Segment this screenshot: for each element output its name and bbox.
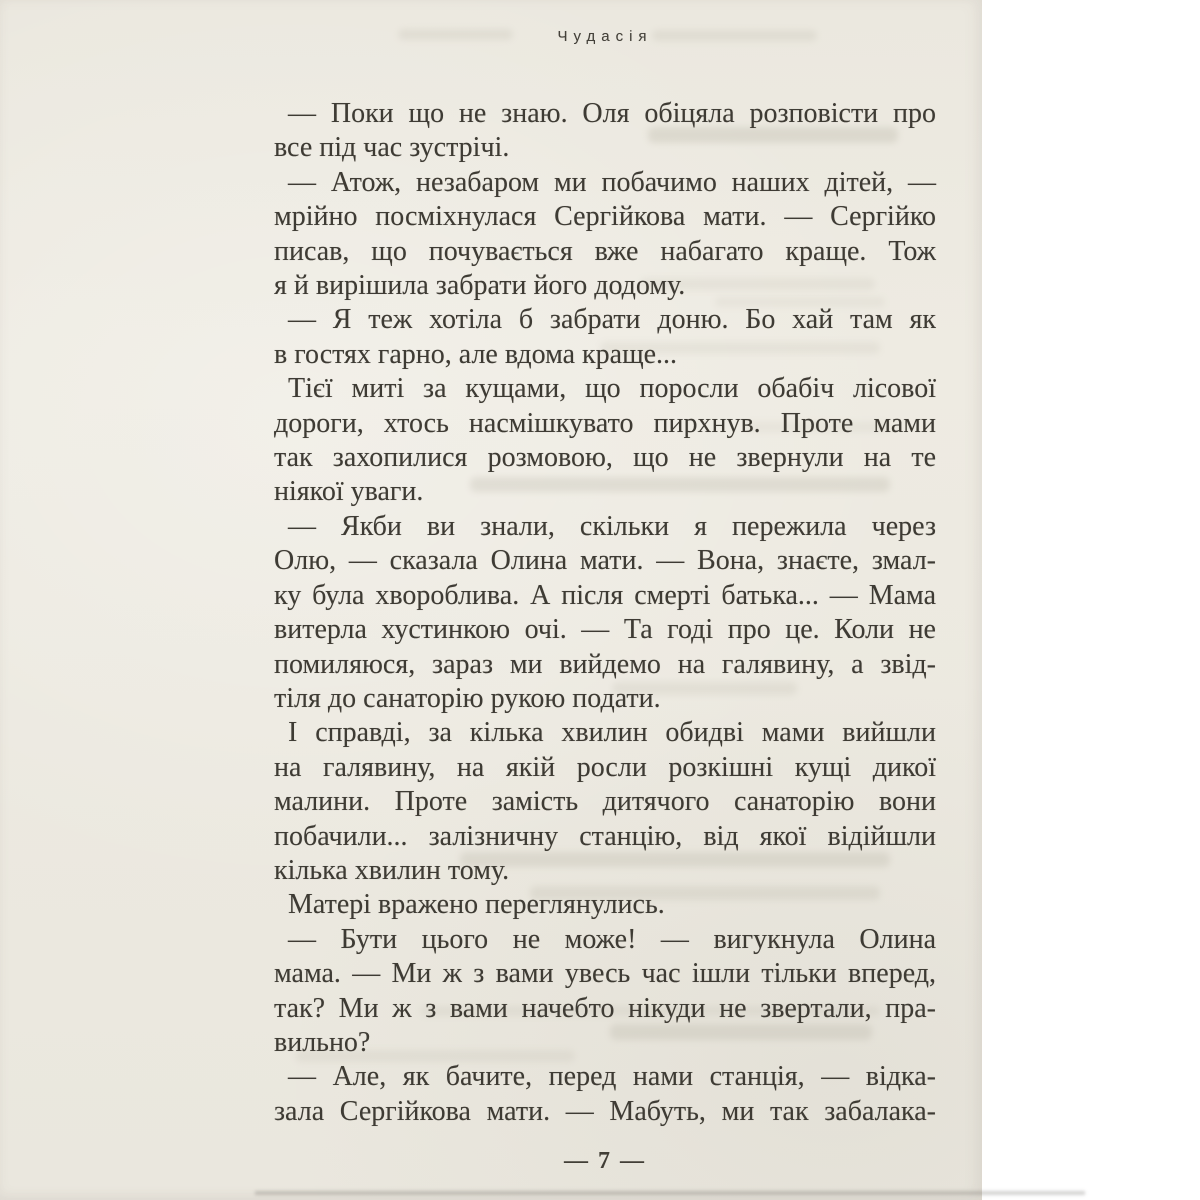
text-line: ніякої уваги. bbox=[274, 476, 424, 508]
text-line: писав, що почувається вже набагато краще. Тож bbox=[274, 235, 936, 267]
text-line: — Атож, незабаром ми побачимо наших дітей, — bbox=[288, 166, 936, 198]
page-edge-streak bbox=[255, 1191, 1085, 1195]
text-line: — Я теж хотіла б забрати доню. Бо хай там як bbox=[288, 304, 936, 336]
text-line: Матері вражено переглянулись. bbox=[288, 889, 665, 921]
text-line: Олю, — сказала Олина мати. — Вона, знаєте, змал- bbox=[274, 545, 936, 577]
running-header: Чудасія bbox=[557, 28, 653, 45]
text-line: дороги, хтось насмішкувато пирхнув. Проте мами bbox=[274, 407, 936, 439]
page-number: — 7 — bbox=[564, 1148, 646, 1174]
text-line: помиляюся, зараз ми вийдемо на галявину, а звід- bbox=[274, 648, 936, 680]
body-text bbox=[274, 97, 936, 1129]
text-line: так? Ми ж з вами начебто нікуди не звертали, пра- bbox=[274, 992, 936, 1024]
text-line: витерла хустинкою очі. — Та годі про це. Коли не bbox=[274, 614, 936, 646]
text-line: я й вирішила забрати його додому. bbox=[274, 270, 686, 302]
text-line: І справді, за кілька хвилин обидві мами вийшли bbox=[288, 717, 936, 749]
text-line: — Поки що не знаю. Оля обіцяла розповісти про bbox=[288, 98, 936, 129]
text-line: кілька хвилин тому. bbox=[274, 854, 510, 886]
text-line: ку була хвороблива. А після смерті батька... — Мама bbox=[274, 579, 936, 611]
text-line: Тієї миті за кущами, що поросли обабіч лісової bbox=[288, 373, 936, 405]
text-line: тіля до санаторію рукою подати. bbox=[274, 682, 661, 714]
text-line: мама. — Ми ж з вами увесь час ішли тільки вперед, bbox=[274, 958, 936, 990]
text-line: — Бути цього не може! — вигукнула Олина bbox=[288, 923, 936, 955]
text-line: в гостях гарно, але вдома краще... bbox=[274, 338, 678, 370]
text-line: побачили... залізничну станцію, від якої відійшли bbox=[274, 820, 936, 852]
text-line: все під час зустрічі. bbox=[274, 132, 510, 164]
text-line: вильно? bbox=[274, 1026, 371, 1058]
text-line: зала Сергійкова мати. — Мабуть, ми так забалака- bbox=[274, 1095, 936, 1127]
text-line: мрійно посміхнулася Сергійкова мати. — Сергійко bbox=[274, 201, 936, 233]
text-line: — Але, як бачите, перед нами станція, — відка- bbox=[288, 1061, 936, 1093]
text-line: на галявину, на якій росли розкішні кущі дикої bbox=[274, 751, 936, 783]
text-line: так захопилися розмовою, що не звернули на те bbox=[274, 442, 936, 474]
text-line: — Якби ви знали, скільки я пережила через bbox=[288, 510, 936, 542]
text-line: малини. Проте замість дитячого санаторію вони bbox=[274, 786, 936, 818]
